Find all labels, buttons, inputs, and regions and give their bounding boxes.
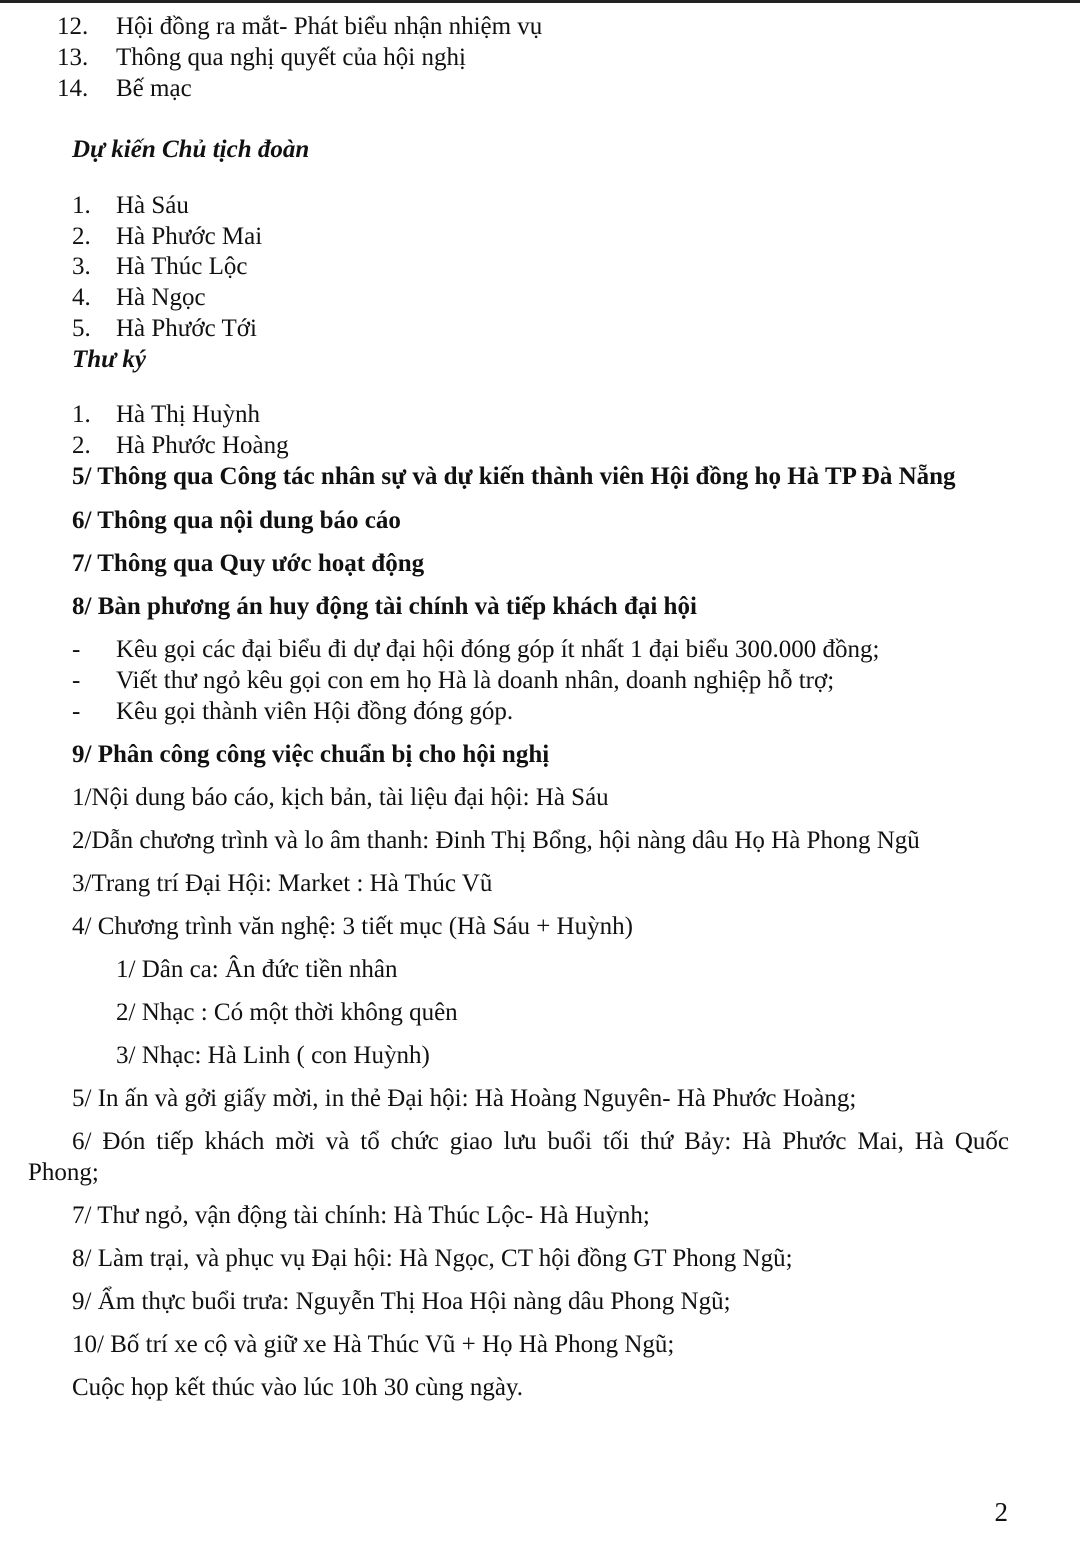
list-text: Hà Thúc Lộc <box>116 253 248 280</box>
section-heading-6: 6/ Thông qua nội dung báo cáo <box>72 507 401 534</box>
list-text: Bế mạc <box>116 75 192 102</box>
performance-item: 2/ Nhạc : Có một thời không quên <box>116 999 458 1026</box>
section-heading-5: 5/ Thông qua Công tác nhân sự và dự kiến thành viên Hội đồng họ Hà TP Đà Nẵng <box>72 463 956 490</box>
bullet-text: Viết thư ngỏ kêu gọi con em họ Hà là doanh nhân, doanh nghiệp hỗ trợ; <box>116 667 835 694</box>
section-heading-8: 8/ Bàn phương án huy động tài chính và tiếp khách đại hội <box>72 593 697 620</box>
list-text: Hà Ngọc <box>116 284 206 311</box>
bullet-text: Kêu gọi các đại biểu đi dự đại hội đóng góp ít nhất 1 đại biểu 300.000 đồng; <box>116 636 880 663</box>
list-number: 2. <box>72 223 91 250</box>
task-10: 10/ Bố trí xe cộ và giữ xe Hà Thúc Vũ + Họ Hà Phong Ngũ; <box>72 1331 675 1358</box>
top-border-line <box>0 0 1080 3</box>
list-number: 13. <box>57 44 89 71</box>
list-number: 1. <box>72 192 91 219</box>
list-number: 1. <box>72 401 91 428</box>
list-number: 5. <box>72 315 91 342</box>
task-3: 3/Trang trí Đại Hội: Market : Hà Thúc Vũ <box>72 870 493 897</box>
task-4: 4/ Chương trình văn nghệ: 3 tiết mục (Hà Sáu + Huỳnh) <box>72 913 633 940</box>
bullet-dash: - <box>72 698 81 725</box>
list-number: 12. <box>57 13 89 40</box>
section-heading-7: 7/ Thông qua Quy ước hoạt động <box>72 550 425 577</box>
performance-item: 1/ Dân ca: Ân đức tiền nhân <box>116 956 398 983</box>
list-text: Hà Sáu <box>116 192 189 219</box>
bullet-dash: - <box>72 667 81 694</box>
task-6-line-1: 6/ Đón tiếp khách mời và tổ chức giao lưu buổi tối thứ Bảy: Hà Phước Mai, Hà Quốc <box>72 1128 1009 1155</box>
list-text: Hà Phước Hoàng <box>116 432 289 459</box>
presidium-heading: Dự kiến Chủ tịch đoàn <box>72 136 310 163</box>
task-5: 5/ In ấn và gởi giấy mời, in thẻ Đại hội: Hà Hoàng Nguyên- Hà Phước Hoàng; <box>72 1085 857 1112</box>
section-heading-9: 9/ Phân công công việc chuẩn bị cho hội nghị <box>72 741 550 768</box>
bullet-dash: - <box>72 636 81 663</box>
list-number: 4. <box>72 284 91 311</box>
task-9: 9/ Ẩm thực buổi trưa: Nguyễn Thị Hoa Hội nàng dâu Phong Ngũ; <box>72 1288 731 1315</box>
task-2: 2/Dẫn chương trình và lo âm thanh: Đinh Thị Bổng, hội nàng dâu Họ Hà Phong Ngũ <box>72 827 920 854</box>
list-text: Hà Phước Tới <box>116 315 257 342</box>
list-text: Hội đồng ra mắt- Phát biểu nhận nhiệm vụ <box>116 13 543 40</box>
task-1: 1/Nội dung báo cáo, kịch bản, tài liệu đại hội: Hà Sáu <box>72 784 609 811</box>
bullet-text: Kêu gọi thành viên Hội đồng đóng góp. <box>116 698 514 725</box>
closing-sentence: Cuộc họp kết thúc vào lúc 10h 30 cùng ngày. <box>72 1374 524 1401</box>
list-text: Thông qua nghị quyết của hội nghị <box>116 44 466 71</box>
list-number: 2. <box>72 432 91 459</box>
list-text: Hà Phước Mai <box>116 223 263 250</box>
task-7: 7/ Thư ngỏ, vận động tài chính: Hà Thúc Lộc- Hà Huỳnh; <box>72 1202 650 1229</box>
secretary-heading: Thư ký <box>72 346 146 373</box>
performance-item: 3/ Nhạc: Hà Linh ( con Huỳnh) <box>116 1042 430 1069</box>
list-number: 3. <box>72 253 91 280</box>
task-6-line-2: Phong; <box>28 1159 99 1186</box>
page-number: 2 <box>994 1497 1008 1527</box>
list-number: 14. <box>57 75 89 102</box>
list-text: Hà Thị Huỳnh <box>116 401 260 428</box>
task-8: 8/ Làm trại, và phục vụ Đại hội: Hà Ngọc, CT hội đồng GT Phong Ngũ; <box>72 1245 793 1272</box>
